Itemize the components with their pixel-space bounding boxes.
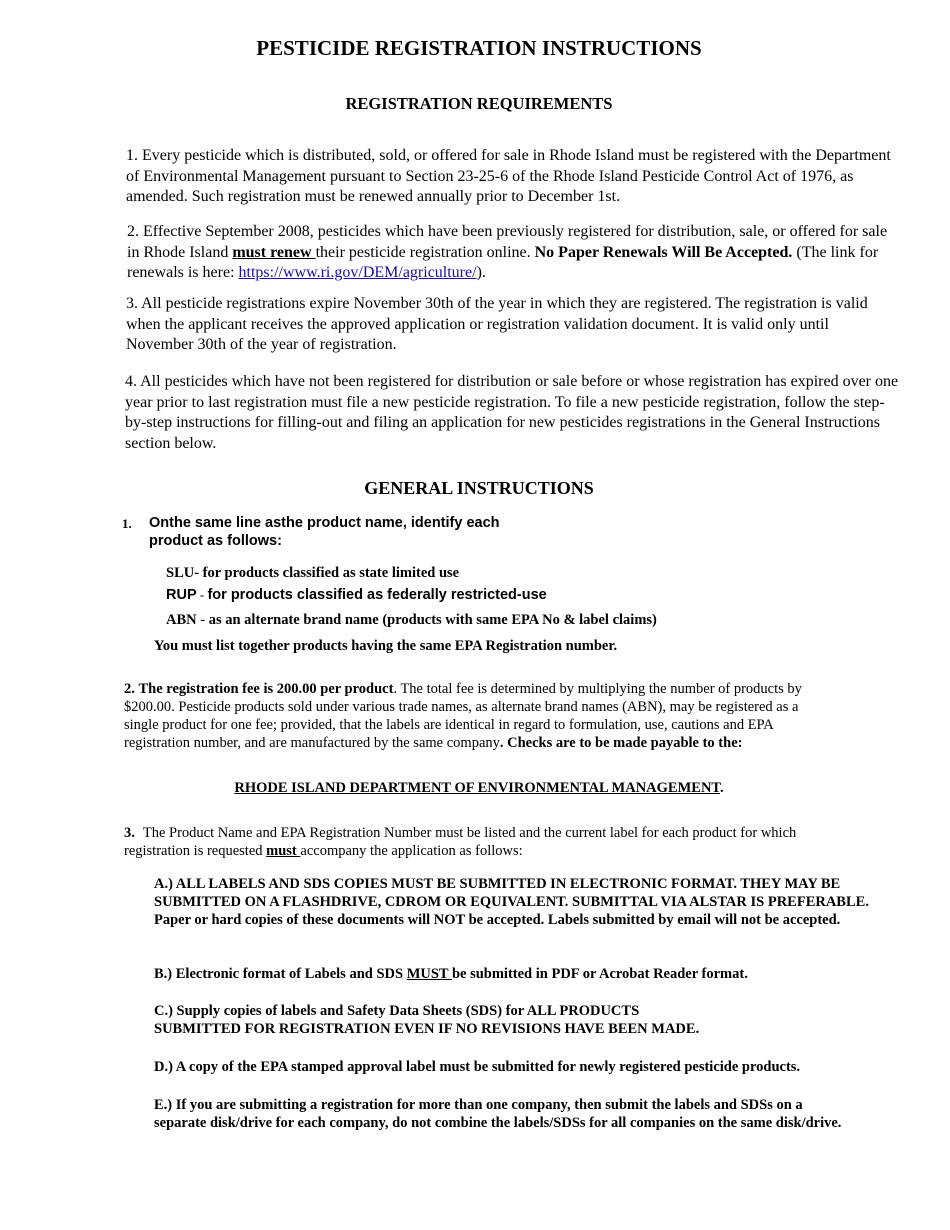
- item-3-text-b: accompany the application as follows:: [300, 843, 523, 859]
- requirement-1: 1. Every pesticide which is distributed, sold, or offered for sale in Rhode Island must be registered with the Department of Environmental Management pursuant to Section 23-25-6 of the Rhode Island Pesticide Control Act of 1976, as amended. Such registration must be renewed annually prior to December 1st.: [126, 147, 891, 205]
- abn-separator: -: [196, 612, 209, 628]
- must-renew-emphasis: must renew: [232, 243, 316, 261]
- item-3-text-a: The Product Name and EPA Registration Number must be listed and the current label for each product for which registration is requested: [124, 825, 797, 859]
- same-epa-number-note: You must list together products having the same EPA Registration number.: [154, 638, 618, 654]
- rup-code: RUP: [166, 587, 197, 603]
- rup-classification: [166, 586, 547, 604]
- abn-description: as an alternate brand name (products with same EPA No & label claims): [208, 612, 657, 628]
- slu-classification: SLU- for products classified as state limited use: [166, 565, 460, 581]
- rup-separator: -: [196, 587, 208, 602]
- renewal-link[interactable]: https://www.ri.gov/DEM/agriculture/: [238, 264, 477, 281]
- requirement-2-text-a: 2. Effective September 2008, pesticides which have been previously registered for distribution, sale, or offered for sale in Rhode Island: [127, 223, 888, 261]
- payee-period: .: [720, 780, 724, 796]
- requirement-4: 4. All pesticides which have not been registered for distribution or sale before or whose registration has expired over one year prior to last registration must file a new pesticide registration. To file a new pesticide registration, follow the step-by-step instructions for filling-out and filing an application for new pesticides registrations in the General Instructions section below.: [125, 373, 899, 452]
- no-paper-renewals-notice: No Paper Renewals Will Be Accepted.: [534, 243, 793, 261]
- item-3-number: 3.: [124, 825, 135, 841]
- must-emphasis-b: MUST: [406, 966, 452, 982]
- must-emphasis: must: [266, 843, 301, 859]
- requirement-b-text-a: B.) Electronic format of Labels and SDS: [154, 966, 407, 982]
- fee-statement: The registration fee is 200.00 per product: [138, 681, 394, 697]
- payable-to-statement: . Checks are to be made payable to the:: [499, 735, 743, 751]
- requirement-2-text-e: (The link for renewals is here:: [127, 243, 879, 281]
- fee-details: . The total fee is determined by multiplying the number of products by $200.00. Pesticide products sold under various trade names, as alternate brand names (ABN), may be registered as a single product for one fee; provided, that the labels are identical in regard to formulation, use, cautions and EPA registration number, and are manufactured by the same company: [124, 681, 802, 751]
- page-title: PESTICIDE REGISTRATION INSTRUCTIONS: [256, 36, 702, 60]
- item-3-labels: [124, 824, 856, 860]
- requirement-2-text-c: their pesticide registration online.: [315, 243, 535, 261]
- requirement-b-pdf-format: [154, 965, 902, 983]
- requirement-2: [127, 222, 899, 284]
- requirement-b-text-b: be submitted in PDF or Acrobat Reader format.: [451, 966, 748, 982]
- requirement-c-copies: [154, 1002, 902, 1038]
- rup-description: for products classified as federally restricted-use: [207, 587, 547, 603]
- item-1-number: 1.: [122, 516, 132, 531]
- abn-classification: [166, 611, 657, 629]
- general-instructions-heading: GENERAL INSTRUCTIONS: [364, 478, 594, 498]
- requirement-d-epa-label: D.) A copy of the EPA stamped approval label must be submitted for newly registered pesticide products.: [154, 1059, 801, 1075]
- item-1-instruction: [149, 514, 569, 550]
- item-1-line-1: Onthe same line asthe product name, identify each: [149, 515, 500, 531]
- requirement-2-text-f: ).: [476, 264, 486, 281]
- requirement-3: 3. All pesticide registrations expire November 30th of the year in which they are registered. The registration is valid when the applicant receives the approved application or registration validation document. It is valid only until November 30th of the year of registration.: [126, 295, 868, 353]
- item-1-line-2: product as follows:: [149, 533, 282, 549]
- requirement-c-line-2: SUBMITTED FOR REGISTRATION EVEN IF NO REVISIONS HAVE BEEN MADE.: [154, 1021, 700, 1037]
- requirement-a-electronic-format: A.) ALL LABELS AND SDS COPIES MUST BE SUBMITTED IN ELECTRONIC FORMAT. THEY MAY BE SUBMITTED ON A FLASHDRIVE, CDROM OR EQUIVALENT. SUBMITTAL VIA ALSTAR IS PREFERABLE. Paper or hard copies of these documents will NOT be accepted. Labels submitted by email will not be accepted.: [154, 876, 869, 928]
- item-2-number: 2.: [124, 681, 135, 697]
- abn-code: ABN: [166, 612, 197, 628]
- requirement-e-multiple-companies: E.) If you are submitting a registration for more than one company, then submit the labels and SDSs on a separate disk/drive for each company, do not combine the labels/SDSs for all companies on the same disk/drive.: [154, 1097, 842, 1131]
- registration-requirements-heading: REGISTRATION REQUIREMENTS: [345, 94, 613, 113]
- requirement-c-line-1: C.) Supply copies of labels and Safety Data Sheets (SDS) for ALL PRODUCTS: [154, 1003, 640, 1019]
- payee-line: [0, 780, 950, 797]
- item-2-fee: [124, 680, 824, 752]
- payee-name: RHODE ISLAND DEPARTMENT OF ENVIRONMENTAL MANAGEMENT: [234, 780, 721, 796]
